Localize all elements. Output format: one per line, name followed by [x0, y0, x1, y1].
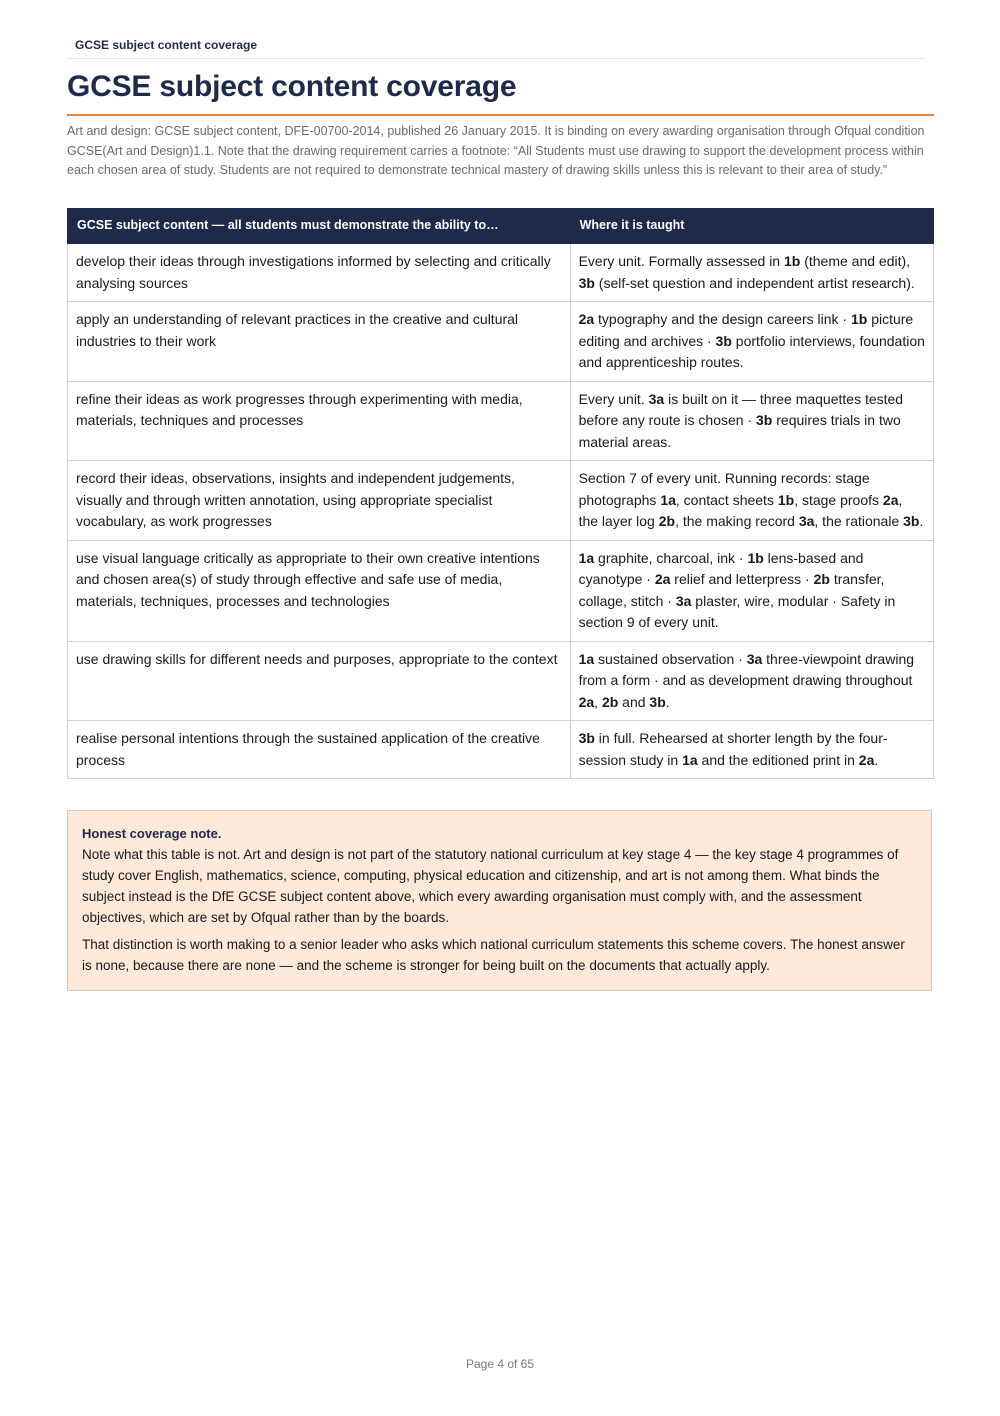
taught-cell: 3b in full. Rehearsed at shorter length by the four-session study in 1a and the editioned print in 2a. — [570, 721, 933, 779]
taught-cell: Every unit. Formally assessed in 1b (theme and edit), 3b (self-set question and independent artist research). — [570, 244, 933, 302]
unit-code: 3b — [715, 332, 732, 349]
table-body — [68, 244, 934, 779]
unit-code: 2a — [578, 693, 595, 710]
taught-cell: 2a typography and the design careers link · 1b picture editing and archives · 3b portfolio interviews, foundation and apprenticeship routes. — [570, 302, 933, 382]
content-cell: realise personal intentions through the sustained application of the creative process — [68, 721, 571, 779]
content-cell: use drawing skills for different needs and purposes, appropriate to the context — [68, 641, 571, 721]
unit-code: 1a — [660, 491, 676, 508]
table-row — [68, 641, 934, 721]
unit-code: 2b — [601, 693, 619, 710]
unit-code: 3b — [649, 693, 666, 710]
unit-code: 2b — [658, 513, 676, 529]
page-number: Page 4 of 65 — [465, 1357, 535, 1371]
table-row — [68, 461, 934, 541]
unit-code: 2b — [813, 571, 830, 587]
unit-code: 1a — [578, 549, 595, 566]
table-row — [68, 540, 934, 641]
running-header: GCSE subject content coverage — [75, 38, 258, 52]
table-row — [68, 244, 934, 302]
taught-cell: Every unit. 3a is built on it — three maquettes tested before any route is chosen · 3b requires trials in two material areas. — [570, 381, 933, 461]
unit-code: 3b — [903, 513, 920, 529]
taught-cell: Section 7 of every unit. Running records: stage photographs 1a, contact sheets 1b, stage proofs 2a, the layer log 2b, the making record 3a, the rationale 3b. — [570, 461, 933, 541]
content-cell: develop their ideas through investigations informed by selecting and critically analysing sources — [68, 244, 571, 302]
unit-code: 3a — [798, 513, 815, 529]
table-row — [68, 302, 934, 382]
unit-code: 1b — [777, 491, 795, 508]
unit-code: 2a — [578, 311, 595, 327]
unit-code: 2a — [882, 491, 899, 508]
content-cell: apply an understanding of relevant practices in the creative and cultural industries to their work — [68, 302, 571, 382]
coverage-table — [67, 208, 934, 779]
header-divider — [67, 58, 925, 59]
unit-code: 3b — [578, 730, 595, 746]
header-subject-content: GCSE subject content — all students must demonstrate the ability to… — [68, 209, 571, 244]
coverage-note-box — [67, 810, 932, 991]
unit-code: 3a — [675, 592, 692, 609]
note-paragraph: Note what this table is not. Art and design is not part of the statutory national curriculum at key stage 4 — the key stage 4 programmes of study cover English, mathematics, science, computing, physical education and citizenship, and art is not among them. What binds the subject instead is the DfE GCSE subject content above, which every awarding organisation must comply with, and the assessment objectives, which are set by Ofqual rather than by the boards. — [82, 847, 899, 925]
unit-code: 3a — [746, 650, 763, 667]
unit-code: 3a — [648, 390, 665, 407]
content-cell: record their ideas, observations, insights and independent judgements, visually and through written annotation, using appropriate specialist vocabulary, as work progresses — [68, 461, 571, 541]
unit-code: 3b — [756, 412, 773, 428]
note-title: Honest coverage note. — [82, 826, 222, 841]
unit-code: 2a — [654, 571, 671, 587]
unit-code: 1b — [783, 253, 801, 269]
title-underline — [67, 114, 934, 116]
intro-paragraph: Art and design: GCSE subject content, DFE-00700-2014, published 26 January 2015. It is binding on every awarding organisation through Ofqual condition GCSE(Art and Design)1.1. Note that the drawing requirement carries a footnote: “All Students must use drawing to support the development process within each chosen area of study. Students are not required to demonstrate technical mastery of drawing skills unless this is relevant to their area of study.” — [67, 124, 925, 177]
table-row — [68, 721, 934, 779]
header-where-taught: Where it is taught — [570, 209, 933, 244]
unit-code: 2a — [858, 751, 875, 768]
table-row — [68, 381, 934, 461]
unit-code: 1a — [578, 650, 595, 667]
content-cell: use visual language critically as appropriate to their own creative intentions and chosen area(s) of study through effective and safe use of media, materials, techniques, processes and technologies — [68, 540, 571, 641]
taught-cell: 1a graphite, charcoal, ink · 1b lens-based and cyanotype · 2a relief and letterpress · 2b transfer, collage, stitch · 3a plaster, wire, modular · Safety in section 9 of every unit. — [570, 540, 933, 641]
page-title: GCSE subject content coverage — [67, 70, 517, 103]
unit-code: 1b — [747, 549, 764, 566]
taught-cell: 1a sustained observation · 3a three-viewpoint drawing from a form · and as development drawing throughout 2a, 2b and 3b. — [570, 641, 933, 721]
unit-code: 3b — [578, 274, 595, 291]
note-paragraph: That distinction is worth making to a senior leader who asks which national curriculum statements this scheme covers. The honest answer is none, because there are none — and the scheme is stronger for being built on the documents that actually apply. — [82, 937, 905, 973]
table-header-row — [68, 209, 934, 244]
unit-code: 1b — [850, 311, 868, 327]
unit-code: 1a — [682, 751, 698, 768]
content-cell: refine their ideas as work progresses through experimenting with media, materials, techniques and processes — [68, 381, 571, 461]
